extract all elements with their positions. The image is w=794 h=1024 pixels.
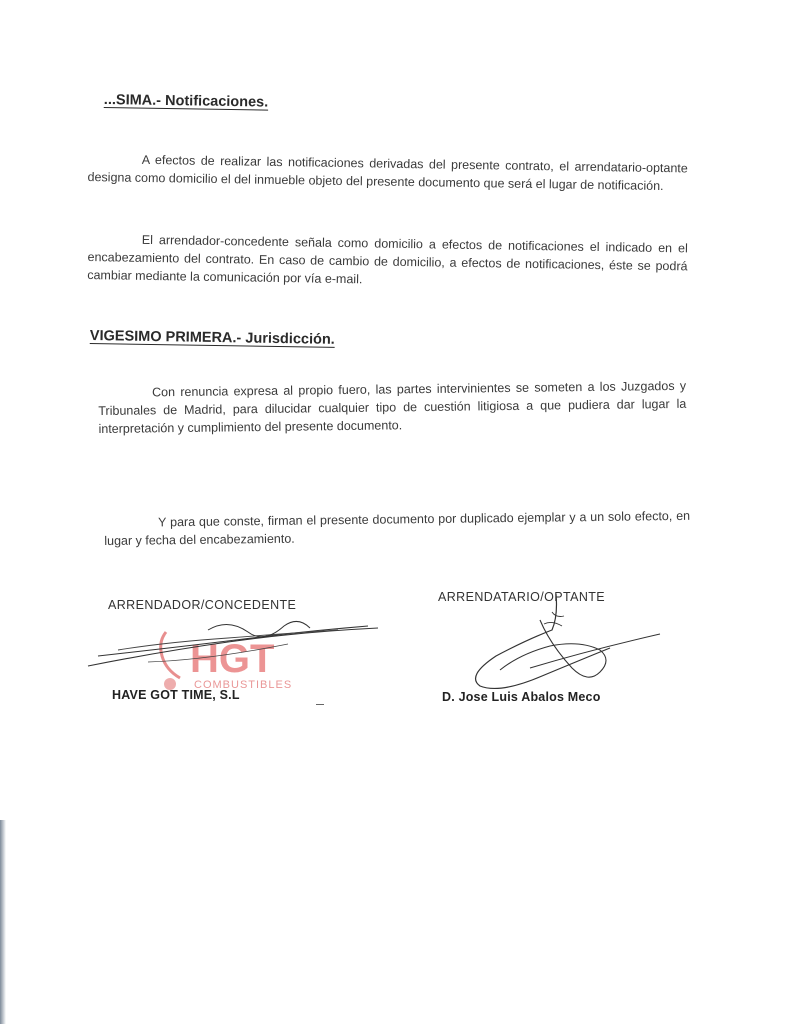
signature-name-arrendatario: D. Jose Luis Abalos Meco	[442, 690, 601, 704]
paragraph-notificaciones-1: A efectos de realizar las notificaciones derivadas del presente contrato, el arrendatario-optante designa como domicilio el del inmueble objeto del presente documento que será el lugar de notificación.	[87, 152, 688, 194]
section-heading-jurisdiccion: VIGESIMO PRIMERA.- Jurisdicción.	[89, 328, 335, 348]
paragraph-jurisdiccion: Con renuncia expresa al propio fuero, las partes intervinientes se someten a los Juzgados y Tribunales de Madrid, para dilucidar cualquier tipo de cuestión litigiosa a que pudiera dar lugar la interpretación y cumplimiento del presente documento.	[98, 378, 687, 436]
signature-arrendador	[78, 612, 398, 682]
signature-title-arrendador: ARRENDADOR/CONCEDENTE	[108, 598, 297, 612]
section-heading-notificaciones: ...SIMA.- Notificaciones.	[103, 92, 269, 111]
separator-dash	[316, 704, 324, 705]
paragraph-notificaciones-2: El arrendador-concedente señala como domicilio a efectos de notificaciones el indicado en el encabezamiento del contrato. En caso de cambio de domicilio, a efectos de notificaciones, éste se podrá cambiar mediante la comunicación por vía e-mail.	[87, 232, 688, 287]
stamp-logo: HGT	[190, 637, 275, 681]
scan-edge-shadow	[0, 820, 6, 1024]
paragraph-closing: Y para que conste, firman el presente documento por duplicado ejemplar y a un solo efecto, en lugar y fecha del encabezamiento.	[104, 508, 691, 548]
signature-title-arrendatario: ARRENDATARIO/OPTANTE	[438, 590, 606, 604]
signature-arrendatario	[460, 590, 680, 700]
signature-name-arrendador: HAVE GOT TIME, S.L	[112, 688, 240, 702]
stamp-subtitle: COMBUSTIBLES	[194, 679, 293, 691]
